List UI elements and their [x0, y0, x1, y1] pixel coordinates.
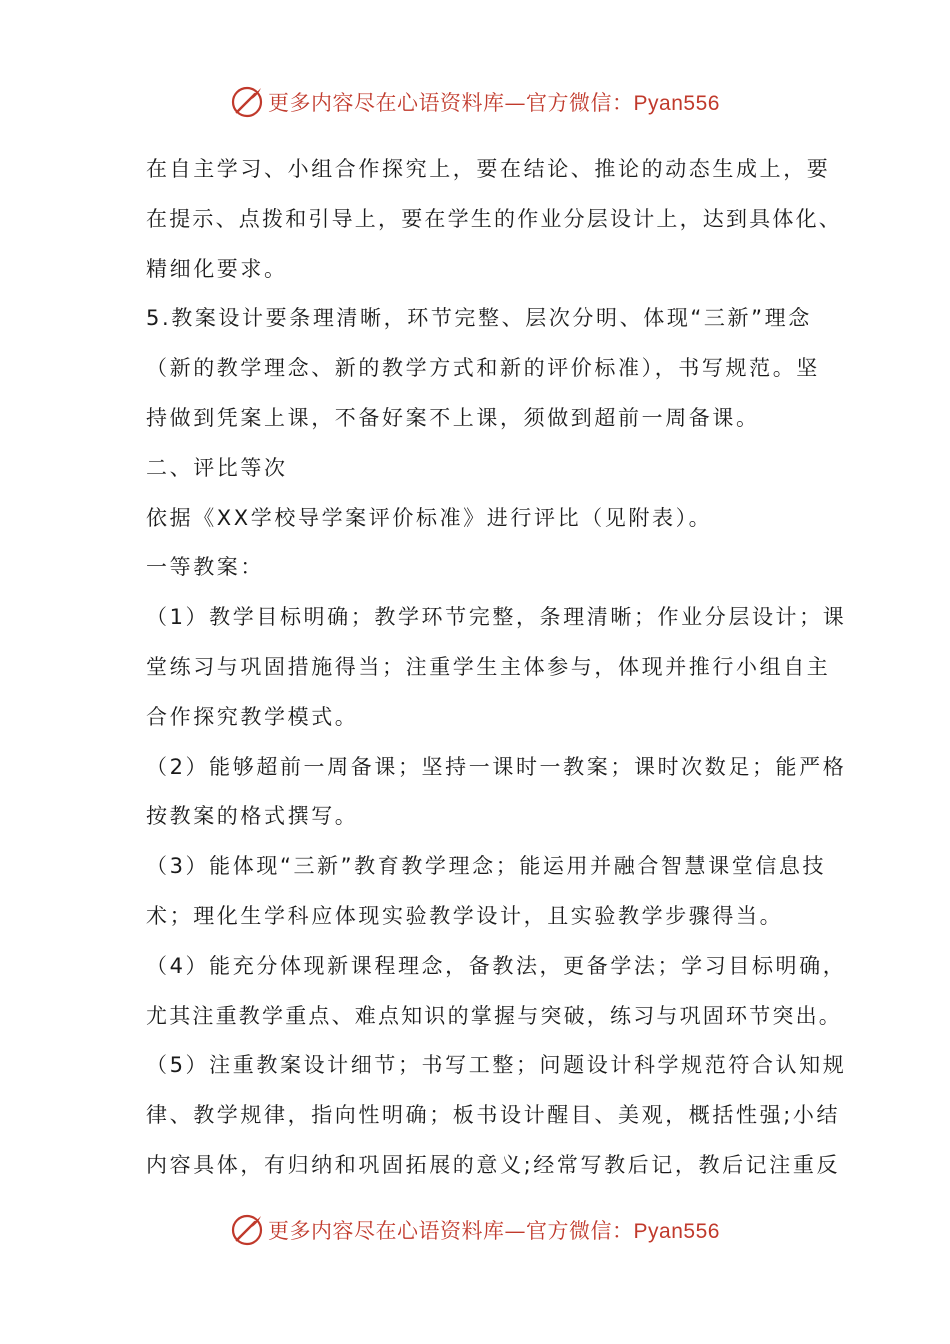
text-line: （新的教学理念、新的教学方式和新的评价标准），书写规范。坚 — [146, 356, 820, 381]
banner-wechat-id: Pyan556 — [633, 1220, 720, 1243]
text-line: 合作探究教学模式。 — [146, 704, 359, 729]
banner-wechat-id: Pyan556 — [633, 92, 720, 115]
document-body — [146, 145, 847, 1191]
quill-logo-icon — [230, 85, 264, 119]
text-line: 尤其注重教学重点、难点知识的掌握与突破，练习与巩固环节突出。 — [146, 1003, 842, 1028]
banner-main-text: 更多内容尽在心语资料库 — [268, 1219, 505, 1243]
banner-official-label: 官方微信： — [526, 1219, 634, 1243]
footer-banner — [0, 1210, 950, 1250]
banner-text — [268, 1215, 720, 1245]
text-line: （1）教学目标明确；教学环节完整，条理清晰；作业分层设计；课 — [146, 605, 847, 630]
text-line: 在提示、点拨和引导上，要在学生的作业分层设计上，达到具体化、 — [146, 206, 842, 231]
text-line: 5.教案设计要条理清晰，环节完整、层次分明、体现“三新”理念 — [146, 306, 812, 331]
header-banner — [0, 82, 950, 122]
banner-official-label: 官方微信： — [526, 91, 634, 115]
text-line: 内容具体，有归纳和巩固拓展的意义;经常写教后记，教后记注重反 — [146, 1152, 841, 1177]
banner-dash: — — [504, 91, 527, 115]
banner-dash: — — [504, 1219, 527, 1243]
subsection-heading: 一等教案： — [146, 555, 264, 580]
text-line: 术；理化生学科应体现实验教学设计，且实验教学步骤得当。 — [146, 903, 784, 928]
text-line: 在自主学习、小组合作探究上，要在结论、推论的动态生成上，要 — [146, 157, 831, 181]
text-line: 持做到凭案上课，不备好案不上课，须做到超前一周备课。 — [146, 405, 760, 430]
text-line: 堂练习与巩固措施得当；注重学生主体参与，体现并推行小组自主 — [146, 654, 831, 679]
banner-main-text: 更多内容尽在心语资料库 — [268, 91, 505, 115]
quill-logo-icon — [230, 1213, 264, 1247]
text-line: （5）注重教案设计细节；书写工整；问题设计科学规范符合认知规 — [146, 1053, 847, 1078]
text-line: （2）能够超前一周备课；坚持一课时一教案；课时次数足；能严格 — [146, 754, 847, 779]
text-line: （4）能充分体现新课程理念，备教法，更备学法；学习目标明确， — [146, 953, 847, 978]
text-line: 依据《XX学校导学案评价标准》进行评比（见附表）。 — [146, 505, 713, 530]
text-line: （3）能体现“三新”教育教学理念；能运用并融合智慧课堂信息技 — [146, 854, 827, 879]
banner-text — [268, 87, 720, 117]
text-line: 精细化要求。 — [146, 256, 288, 281]
text-line: 律、教学规律，指向性明确；板书设计醒目、美观，概括性强;小结 — [146, 1103, 841, 1128]
section-heading: 二、评比等次 — [146, 455, 288, 480]
text-line: 按教案的格式撰写。 — [146, 804, 359, 829]
